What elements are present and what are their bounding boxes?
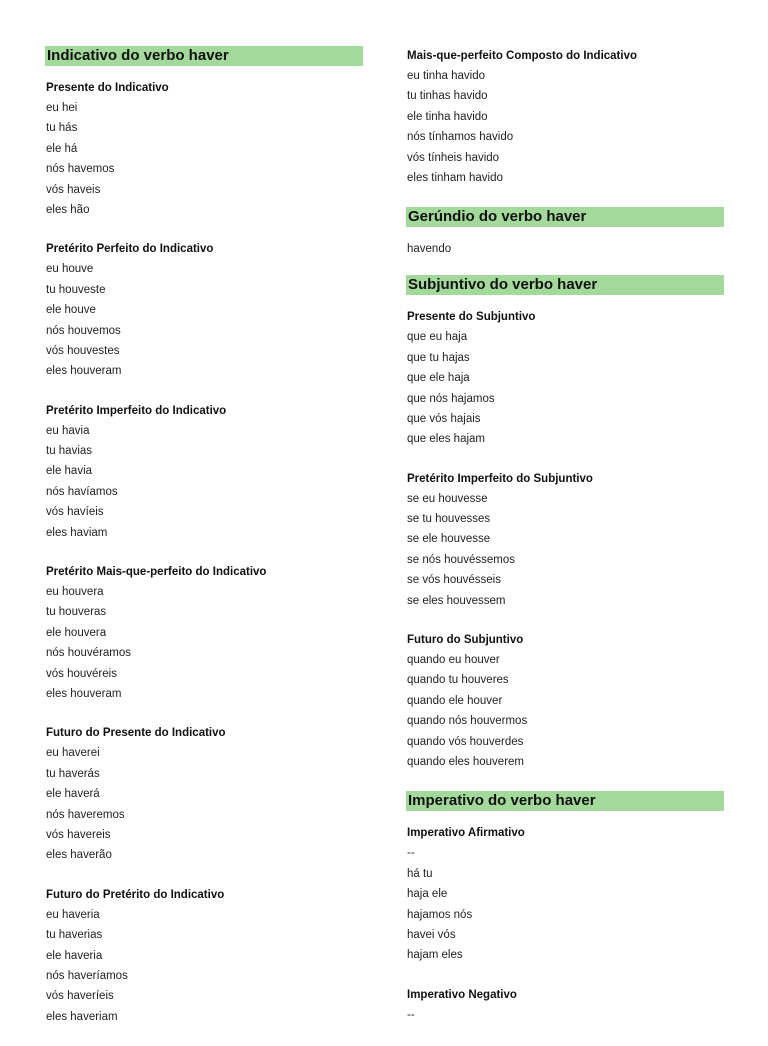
preterito-imperfeito-block [45,401,363,543]
imperfeito-subjuntivo-title: Pretérito Imperfeito do Subjuntivo [407,472,593,485]
form-line: se tu houvesses [407,513,491,526]
form-line: se vós houvésseis [407,574,501,587]
mais-que-perfeito-block [45,562,363,704]
form-line: ele haverá [46,788,100,801]
form-line: eles tinham havido [407,171,503,184]
form-line: ele houvera [46,626,107,639]
form-line: eles houveram [46,687,122,700]
form-line: ele houve [46,304,96,317]
imperativo-afirmativo-title: Imperativo Afirmativo [407,827,525,840]
form-line: ele havia [46,465,93,478]
imperfeito-subjuntivo-block [406,469,724,611]
form-line: que vós hajais [407,412,481,425]
form-line: nós havíamos [46,485,118,498]
futuro-subjuntivo-title: Futuro do Subjuntivo [407,634,524,647]
form-line: que eles hajam [407,433,485,446]
form-line: eles hão [46,203,90,216]
form-line: vós havíeis [46,506,104,519]
imperativo-afirmativo-block [406,823,724,965]
preterito-perfeito-title: Pretérito Perfeito do Indicativo [46,243,214,256]
left-column [45,46,363,1046]
futuro-subjuntivo-block [406,630,724,772]
gerundio-form: havendo [407,243,452,256]
imperativo-negativo-block [406,985,724,1025]
form-line: há tu [407,867,433,880]
futuro-presente-title: Futuro do Presente do Indicativo [46,727,226,740]
form-line: que eu haja [407,331,468,344]
futuro-presente-block [45,723,363,865]
form-line: ele haveria [46,949,103,962]
form-line: hajam eles [407,949,463,962]
form-line: nós haveríamos [46,969,128,982]
form-line: eu haverei [46,747,100,760]
form-line: que ele haja [407,372,470,385]
imperativo-heading: Imperativo do verbo haver [406,791,724,811]
form-line: vós houvéreis [46,667,117,680]
preterito-imperfeito-title: Pretérito Imperfeito do Indicativo [46,404,227,417]
form-line: vós houvestes [46,344,120,357]
form-line: vós tínheis havido [407,151,500,164]
mais-que-perfeito-composto-block [406,46,724,188]
form-line: eu hei [46,102,78,114]
presente-indicativo-title: Presente do Indicativo [46,82,169,94]
form-line: quando ele houver [407,694,503,707]
form-line: eu tinha havido [407,70,486,82]
form-line: hajamos nós [407,908,473,921]
form-line: ele tinha havido [407,110,488,123]
form-line: tu haverás [46,767,100,780]
form-line: eu houve [46,263,94,276]
gerundio-heading: Gerúndio do verbo haver [406,207,724,227]
form-line: eles houveram [46,365,122,378]
form-line: vós haveríeis [46,990,114,1003]
futuro-preterito-title: Futuro do Pretérito do Indicativo [46,888,225,901]
form-line: se nós houvéssemos [407,553,516,566]
form-line: nós tínhamos havido [407,131,514,144]
form-line: quando eles houverem [407,755,524,768]
form-line: nós havemos [46,163,115,176]
form-line: eu haveria [46,908,100,921]
form-line: tu haverias [46,929,103,942]
mais-que-perfeito-composto-title: Mais-que-perfeito Composto do Indicativo [407,50,638,62]
form-line: ele há [46,142,78,155]
form-line: eu havia [46,424,90,437]
form-line: que nós hajamos [407,392,495,405]
form-line: se ele houvesse [407,533,491,546]
form-line: eles haverão [46,849,112,862]
form-line: nós haveremos [46,808,125,821]
form-line: tu tinhas havido [407,90,488,103]
form-line: vós haveis [46,183,101,196]
presente-indicativo-block [45,78,363,220]
mais-que-perfeito-title: Pretérito Mais-que-perfeito do Indicativo [46,566,267,579]
presente-subjuntivo-title: Presente do Subjuntivo [407,311,536,324]
form-line: -- [407,1008,415,1021]
form-line: eu houvera [46,586,104,599]
form-line: vós havereis [46,828,111,841]
futuro-preterito-block [45,885,363,1027]
subjuntivo-heading: Subjuntivo do verbo haver [406,275,724,295]
form-line: nós houvéramos [46,647,132,660]
form-line: se eu houvesse [407,492,488,505]
form-line: tu houveste [46,283,106,296]
form-line: quando eu houver [407,654,500,667]
form-line: tu houveras [46,606,107,619]
form-line: quando nós houvermos [407,715,528,728]
form-line: quando tu houveres [407,674,509,687]
form-line: havei vós [407,928,456,941]
form-line: eles haveriam [46,1010,118,1023]
form-line: nós houvemos [46,324,121,337]
indicativo-heading: Indicativo do verbo haver [45,46,363,66]
form-line: eles haviam [46,526,108,539]
form-line: -- [407,847,415,860]
form-line: tu havias [46,445,93,458]
form-line: haja ele [407,888,448,901]
imperativo-negativo-title: Imperativo Negativo [407,988,517,1001]
form-line: quando vós houverdes [407,735,524,748]
preterito-perfeito-block [45,239,363,381]
form-line: se eles houvessem [407,594,506,607]
right-column [406,46,724,1044]
presente-subjuntivo-block [406,307,724,449]
form-line: que tu hajas [407,351,470,364]
form-line: tu hás [46,122,78,135]
